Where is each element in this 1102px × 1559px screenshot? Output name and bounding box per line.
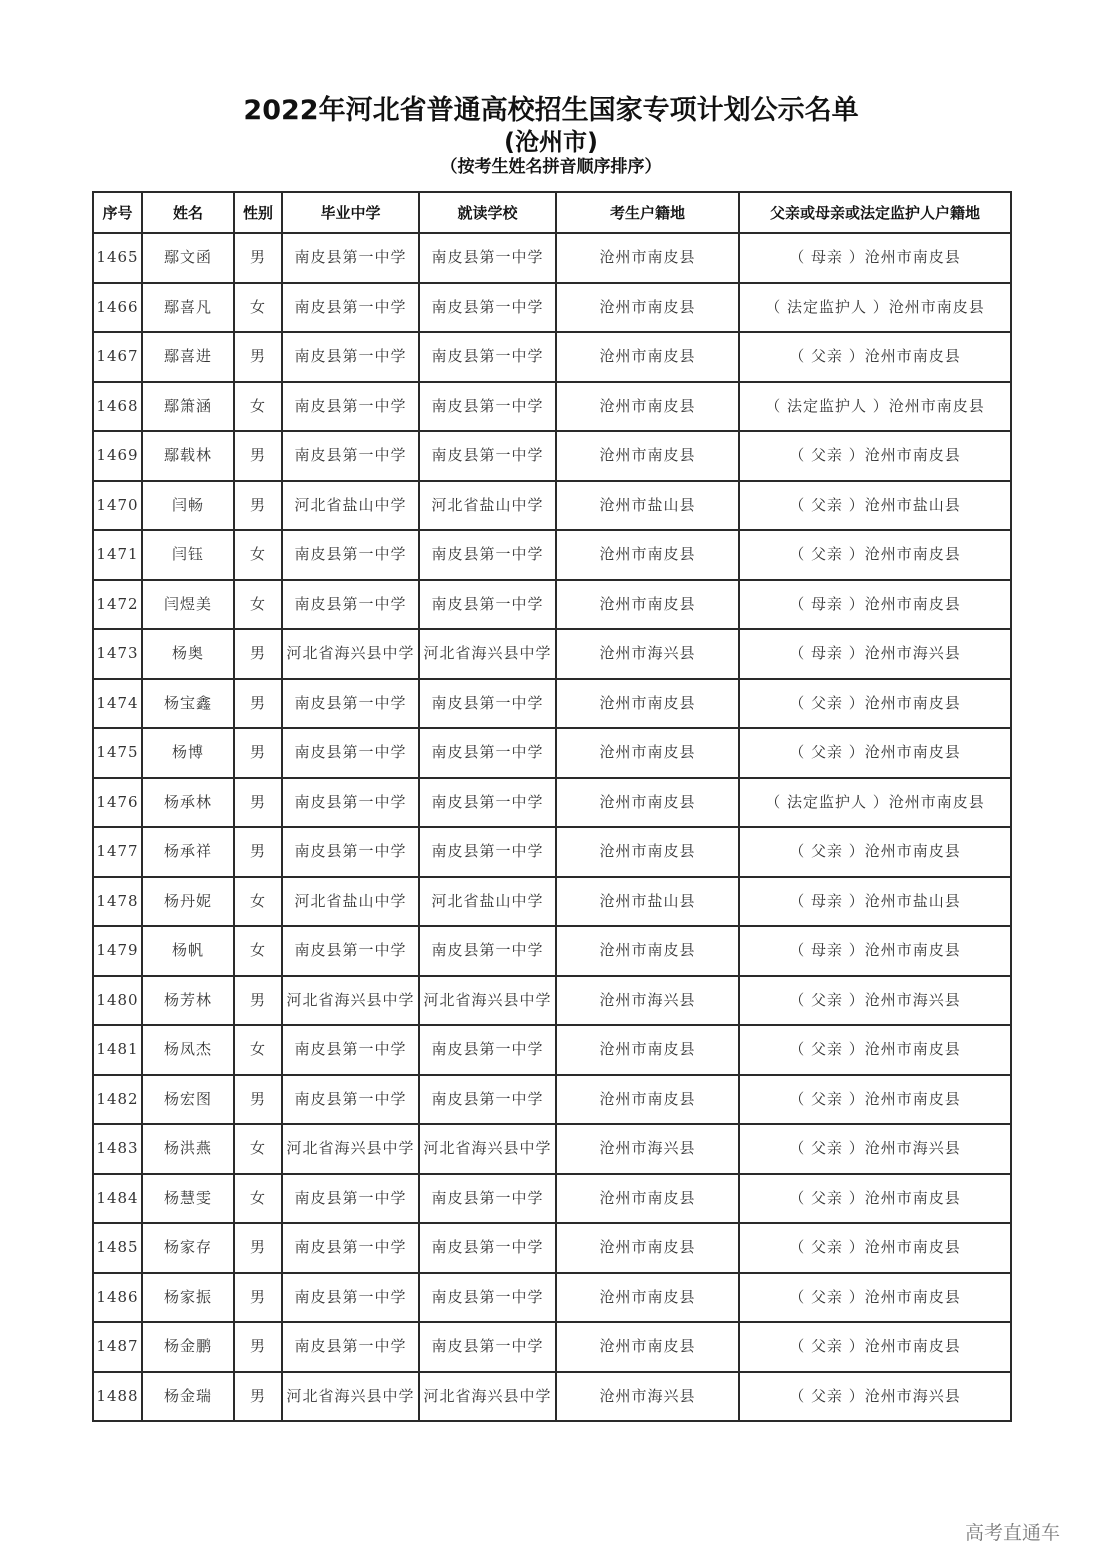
cell-guardian-hukou: （ 父亲 ）沧州市南皮县 — [739, 1174, 1011, 1224]
cell-grad-school: 南皮县第一中学 — [282, 728, 419, 778]
cell-hukou: 沧州市南皮县 — [556, 1273, 739, 1323]
cell-no: 1474 — [93, 679, 142, 729]
cell-guardian-hukou: （ 父亲 ）沧州市海兴县 — [739, 1124, 1011, 1174]
cell-no: 1487 — [93, 1322, 142, 1372]
cell-gender: 男 — [234, 1075, 282, 1125]
header-gender: 性别 — [234, 192, 282, 233]
cell-hukou: 沧州市南皮县 — [556, 580, 739, 630]
cell-current-school: 河北省海兴县中学 — [419, 1124, 556, 1174]
cell-hukou: 沧州市南皮县 — [556, 1174, 739, 1224]
cell-current-school: 河北省盐山中学 — [419, 877, 556, 927]
cell-grad-school: 南皮县第一中学 — [282, 1075, 419, 1125]
cell-name: 杨丹妮 — [142, 877, 234, 927]
cell-no: 1478 — [93, 877, 142, 927]
cell-no: 1469 — [93, 431, 142, 481]
cell-name: 杨凤杰 — [142, 1025, 234, 1075]
cell-grad-school: 南皮县第一中学 — [282, 332, 419, 382]
cell-grad-school: 南皮县第一中学 — [282, 1322, 419, 1372]
cell-hukou: 沧州市南皮县 — [556, 332, 739, 382]
cell-name: 杨宝鑫 — [142, 679, 234, 729]
cell-grad-school: 南皮县第一中学 — [282, 283, 419, 333]
cell-gender: 男 — [234, 976, 282, 1026]
cell-no: 1483 — [93, 1124, 142, 1174]
cell-guardian-hukou: （ 法定监护人 ）沧州市南皮县 — [739, 283, 1011, 333]
table-row — [93, 481, 1011, 531]
cell-no: 1473 — [93, 629, 142, 679]
cell-guardian-hukou: （ 父亲 ）沧州市盐山县 — [739, 481, 1011, 531]
header-current-school: 就读学校 — [419, 192, 556, 233]
cell-guardian-hukou: （ 父亲 ）沧州市南皮县 — [739, 1322, 1011, 1372]
cell-name: 鄢载林 — [142, 431, 234, 481]
cell-gender: 女 — [234, 1025, 282, 1075]
cell-name: 杨奥 — [142, 629, 234, 679]
cell-gender: 女 — [234, 382, 282, 432]
cell-grad-school: 南皮县第一中学 — [282, 679, 419, 729]
cell-current-school: 南皮县第一中学 — [419, 580, 556, 630]
cell-grad-school: 河北省海兴县中学 — [282, 1124, 419, 1174]
cell-name: 鄢喜凡 — [142, 283, 234, 333]
cell-guardian-hukou: （ 父亲 ）沧州市南皮县 — [739, 728, 1011, 778]
table-row — [93, 233, 1011, 283]
cell-current-school: 河北省海兴县中学 — [419, 976, 556, 1026]
cell-guardian-hukou: （ 父亲 ）沧州市海兴县 — [739, 1372, 1011, 1422]
cell-name: 杨芳林 — [142, 976, 234, 1026]
table-row — [93, 1174, 1011, 1224]
cell-name: 闫钰 — [142, 530, 234, 580]
cell-no: 1484 — [93, 1174, 142, 1224]
cell-current-school: 河北省盐山中学 — [419, 481, 556, 531]
cell-current-school: 南皮县第一中学 — [419, 728, 556, 778]
header-no: 序号 — [93, 192, 142, 233]
table-row — [93, 1075, 1011, 1125]
cell-current-school: 河北省海兴县中学 — [419, 629, 556, 679]
cell-gender: 男 — [234, 679, 282, 729]
cell-hukou: 沧州市盐山县 — [556, 481, 739, 531]
cell-hukou: 沧州市南皮县 — [556, 1075, 739, 1125]
table-row — [93, 283, 1011, 333]
cell-name: 闫畅 — [142, 481, 234, 531]
cell-gender: 男 — [234, 778, 282, 828]
table-row — [93, 1025, 1011, 1075]
document-subtitle: （按考生姓名拼音顺序排序） — [440, 157, 662, 177]
table-row — [93, 1322, 1011, 1372]
cell-no: 1479 — [93, 926, 142, 976]
cell-guardian-hukou: （ 法定监护人 ）沧州市南皮县 — [739, 778, 1011, 828]
cell-gender: 男 — [234, 827, 282, 877]
cell-gender: 男 — [234, 1372, 282, 1422]
cell-no: 1481 — [93, 1025, 142, 1075]
cell-hukou: 沧州市南皮县 — [556, 382, 739, 432]
cell-no: 1477 — [93, 827, 142, 877]
cell-hukou: 沧州市南皮县 — [556, 233, 739, 283]
cell-grad-school: 南皮县第一中学 — [282, 1025, 419, 1075]
cell-hukou: 沧州市海兴县 — [556, 1372, 739, 1422]
table-row — [93, 1124, 1011, 1174]
cell-name: 鄢喜进 — [142, 332, 234, 382]
cell-guardian-hukou: （ 父亲 ）沧州市南皮县 — [739, 679, 1011, 729]
cell-guardian-hukou: （ 父亲 ）沧州市南皮县 — [739, 431, 1011, 481]
cell-guardian-hukou: （ 父亲 ）沧州市南皮县 — [739, 827, 1011, 877]
cell-grad-school: 南皮县第一中学 — [282, 1273, 419, 1323]
cell-no: 1465 — [93, 233, 142, 283]
cell-grad-school: 河北省盐山中学 — [282, 481, 419, 531]
cell-hukou: 沧州市南皮县 — [556, 1223, 739, 1273]
cell-current-school: 南皮县第一中学 — [419, 382, 556, 432]
cell-no: 1482 — [93, 1075, 142, 1125]
cell-guardian-hukou: （ 父亲 ）沧州市南皮县 — [739, 1273, 1011, 1323]
cell-guardian-hukou: （ 父亲 ）沧州市海兴县 — [739, 976, 1011, 1026]
cell-gender: 女 — [234, 877, 282, 927]
cell-name: 杨金瑞 — [142, 1372, 234, 1422]
cell-guardian-hukou: （ 母亲 ）沧州市盐山县 — [739, 877, 1011, 927]
cell-hukou: 沧州市南皮县 — [556, 728, 739, 778]
cell-current-school: 南皮县第一中学 — [419, 1273, 556, 1323]
cell-grad-school: 南皮县第一中学 — [282, 431, 419, 481]
cell-gender: 男 — [234, 431, 282, 481]
table-body — [93, 233, 1011, 1421]
table-row — [93, 580, 1011, 630]
cell-current-school: 南皮县第一中学 — [419, 1174, 556, 1224]
table-row — [93, 530, 1011, 580]
cell-grad-school: 南皮县第一中学 — [282, 1174, 419, 1224]
table-row — [93, 1372, 1011, 1422]
cell-hukou: 沧州市南皮县 — [556, 530, 739, 580]
cell-grad-school: 南皮县第一中学 — [282, 1223, 419, 1273]
document-city: (沧州市) — [504, 128, 598, 156]
cell-grad-school: 河北省盐山中学 — [282, 877, 419, 927]
cell-current-school: 南皮县第一中学 — [419, 283, 556, 333]
cell-no: 1468 — [93, 382, 142, 432]
cell-hukou: 沧州市海兴县 — [556, 1124, 739, 1174]
cell-guardian-hukou: （ 母亲 ）沧州市南皮县 — [739, 580, 1011, 630]
cell-guardian-hukou: （ 母亲 ）沧州市海兴县 — [739, 629, 1011, 679]
cell-current-school: 河北省海兴县中学 — [419, 1372, 556, 1422]
cell-grad-school: 南皮县第一中学 — [282, 827, 419, 877]
cell-hukou: 沧州市南皮县 — [556, 283, 739, 333]
cell-gender: 男 — [234, 728, 282, 778]
cell-no: 1470 — [93, 481, 142, 531]
cell-current-school: 南皮县第一中学 — [419, 233, 556, 283]
cell-grad-school: 河北省海兴县中学 — [282, 1372, 419, 1422]
cell-guardian-hukou: （ 父亲 ）沧州市南皮县 — [739, 332, 1011, 382]
cell-current-school: 南皮县第一中学 — [419, 1025, 556, 1075]
cell-gender: 女 — [234, 1124, 282, 1174]
table-row — [93, 1223, 1011, 1273]
cell-gender: 男 — [234, 332, 282, 382]
cell-guardian-hukou: （ 法定监护人 ）沧州市南皮县 — [739, 382, 1011, 432]
cell-name: 杨帆 — [142, 926, 234, 976]
watermark: 高考直通车 — [965, 1522, 1061, 1544]
cell-gender: 女 — [234, 283, 282, 333]
cell-no: 1480 — [93, 976, 142, 1026]
cell-hukou: 沧州市南皮县 — [556, 679, 739, 729]
roster-table — [92, 191, 1012, 1422]
cell-hukou: 沧州市盐山县 — [556, 877, 739, 927]
cell-gender: 男 — [234, 629, 282, 679]
cell-current-school: 南皮县第一中学 — [419, 778, 556, 828]
cell-gender: 女 — [234, 926, 282, 976]
header-grad-school: 毕业中学 — [282, 192, 419, 233]
cell-name: 杨承林 — [142, 778, 234, 828]
cell-grad-school: 南皮县第一中学 — [282, 778, 419, 828]
cell-no: 1466 — [93, 283, 142, 333]
cell-gender: 男 — [234, 481, 282, 531]
cell-guardian-hukou: （ 母亲 ）沧州市南皮县 — [739, 233, 1011, 283]
cell-gender: 男 — [234, 1322, 282, 1372]
cell-grad-school: 南皮县第一中学 — [282, 233, 419, 283]
cell-hukou: 沧州市海兴县 — [556, 629, 739, 679]
table-header-row — [93, 192, 1011, 233]
cell-gender: 女 — [234, 1174, 282, 1224]
cell-hukou: 沧州市南皮县 — [556, 431, 739, 481]
table-row — [93, 976, 1011, 1026]
cell-name: 杨金鹏 — [142, 1322, 234, 1372]
cell-current-school: 南皮县第一中学 — [419, 332, 556, 382]
cell-current-school: 南皮县第一中学 — [419, 1322, 556, 1372]
cell-no: 1486 — [93, 1273, 142, 1323]
cell-no: 1467 — [93, 332, 142, 382]
cell-current-school: 南皮县第一中学 — [419, 530, 556, 580]
table-row — [93, 877, 1011, 927]
cell-gender: 女 — [234, 580, 282, 630]
cell-grad-school: 南皮县第一中学 — [282, 382, 419, 432]
document-title: 2022年河北省普通高校招生国家专项计划公示名单 — [243, 95, 859, 126]
cell-current-school: 南皮县第一中学 — [419, 1075, 556, 1125]
cell-guardian-hukou: （ 父亲 ）沧州市南皮县 — [739, 530, 1011, 580]
table-row — [93, 827, 1011, 877]
cell-hukou: 沧州市南皮县 — [556, 827, 739, 877]
table-row — [93, 926, 1011, 976]
cell-current-school: 南皮县第一中学 — [419, 679, 556, 729]
table-row — [93, 679, 1011, 729]
cell-name: 杨家存 — [142, 1223, 234, 1273]
cell-name: 杨博 — [142, 728, 234, 778]
cell-hukou: 沧州市南皮县 — [556, 778, 739, 828]
cell-guardian-hukou: （ 父亲 ）沧州市南皮县 — [739, 1025, 1011, 1075]
cell-guardian-hukou: （ 母亲 ）沧州市南皮县 — [739, 926, 1011, 976]
cell-name: 杨慧雯 — [142, 1174, 234, 1224]
cell-no: 1475 — [93, 728, 142, 778]
cell-name: 闫煜美 — [142, 580, 234, 630]
cell-hukou: 沧州市海兴县 — [556, 976, 739, 1026]
table-row — [93, 382, 1011, 432]
cell-grad-school: 南皮县第一中学 — [282, 530, 419, 580]
table-row — [93, 332, 1011, 382]
table-row — [93, 1273, 1011, 1323]
cell-name: 鄢箫涵 — [142, 382, 234, 432]
header-guardian-hukou: 父亲或母亲或法定监护人户籍地 — [739, 192, 1011, 233]
cell-grad-school: 河北省海兴县中学 — [282, 976, 419, 1026]
cell-gender: 女 — [234, 530, 282, 580]
cell-no: 1476 — [93, 778, 142, 828]
cell-no: 1485 — [93, 1223, 142, 1273]
cell-no: 1471 — [93, 530, 142, 580]
cell-grad-school: 南皮县第一中学 — [282, 580, 419, 630]
cell-guardian-hukou: （ 父亲 ）沧州市南皮县 — [739, 1223, 1011, 1273]
cell-name: 鄢文函 — [142, 233, 234, 283]
cell-current-school: 南皮县第一中学 — [419, 926, 556, 976]
cell-gender: 男 — [234, 1223, 282, 1273]
table-row — [93, 629, 1011, 679]
cell-grad-school: 河北省海兴县中学 — [282, 629, 419, 679]
cell-grad-school: 南皮县第一中学 — [282, 926, 419, 976]
cell-no: 1472 — [93, 580, 142, 630]
cell-hukou: 沧州市南皮县 — [556, 1322, 739, 1372]
table-row — [93, 728, 1011, 778]
cell-gender: 男 — [234, 1273, 282, 1323]
cell-gender: 男 — [234, 233, 282, 283]
cell-guardian-hukou: （ 父亲 ）沧州市南皮县 — [739, 1075, 1011, 1125]
cell-current-school: 南皮县第一中学 — [419, 431, 556, 481]
table-row — [93, 778, 1011, 828]
cell-name: 杨家振 — [142, 1273, 234, 1323]
cell-name: 杨洪燕 — [142, 1124, 234, 1174]
cell-current-school: 南皮县第一中学 — [419, 827, 556, 877]
cell-no: 1488 — [93, 1372, 142, 1422]
cell-current-school: 南皮县第一中学 — [419, 1223, 556, 1273]
cell-name: 杨宏图 — [142, 1075, 234, 1125]
table-row — [93, 431, 1011, 481]
header-hukou: 考生户籍地 — [556, 192, 739, 233]
header-name: 姓名 — [142, 192, 234, 233]
cell-hukou: 沧州市南皮县 — [556, 926, 739, 976]
cell-name: 杨承祥 — [142, 827, 234, 877]
cell-hukou: 沧州市南皮县 — [556, 1025, 739, 1075]
